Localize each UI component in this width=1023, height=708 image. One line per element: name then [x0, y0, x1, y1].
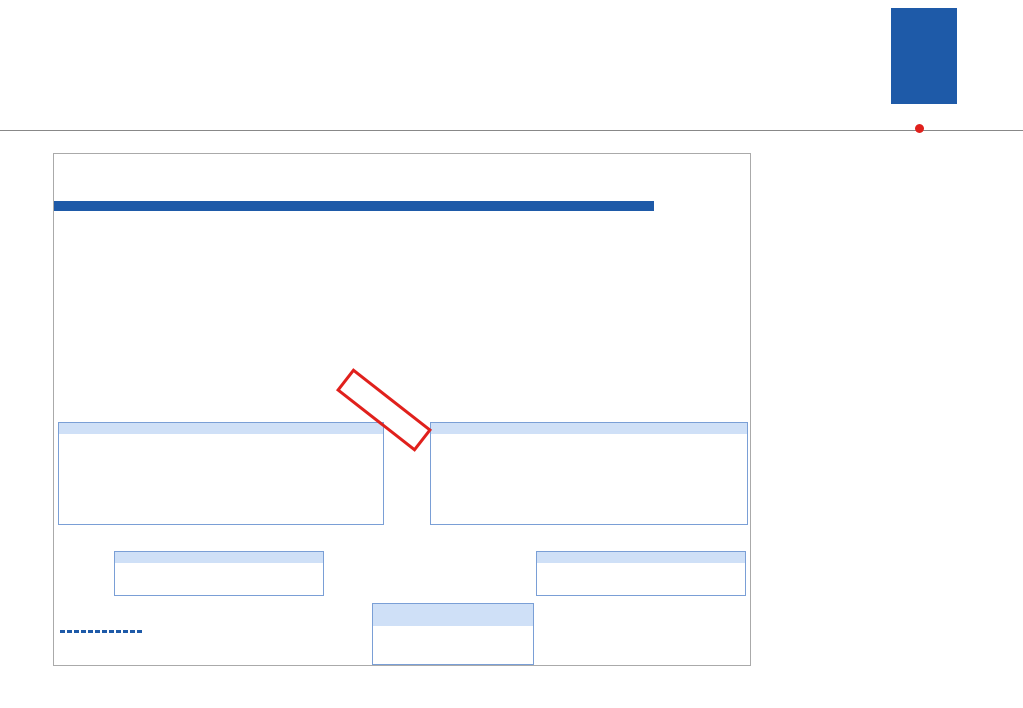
column-letters — [54, 191, 752, 201]
cost-split-pack-panel — [536, 551, 746, 596]
red-dot-icon — [915, 124, 924, 133]
cost-split-bulk-panel — [114, 551, 324, 596]
equivalent-volume-panel — [372, 603, 534, 665]
section-header — [54, 201, 654, 211]
data-summary-sheet — [53, 153, 751, 666]
title-divider — [0, 130, 1023, 131]
malik-logo — [728, 14, 878, 66]
pims-logo — [891, 8, 957, 104]
complexity-bulk-panel — [58, 422, 384, 525]
complexity-pack-panel — [430, 422, 748, 525]
side-commentary — [763, 156, 968, 170]
pims-bar — [60, 630, 144, 633]
